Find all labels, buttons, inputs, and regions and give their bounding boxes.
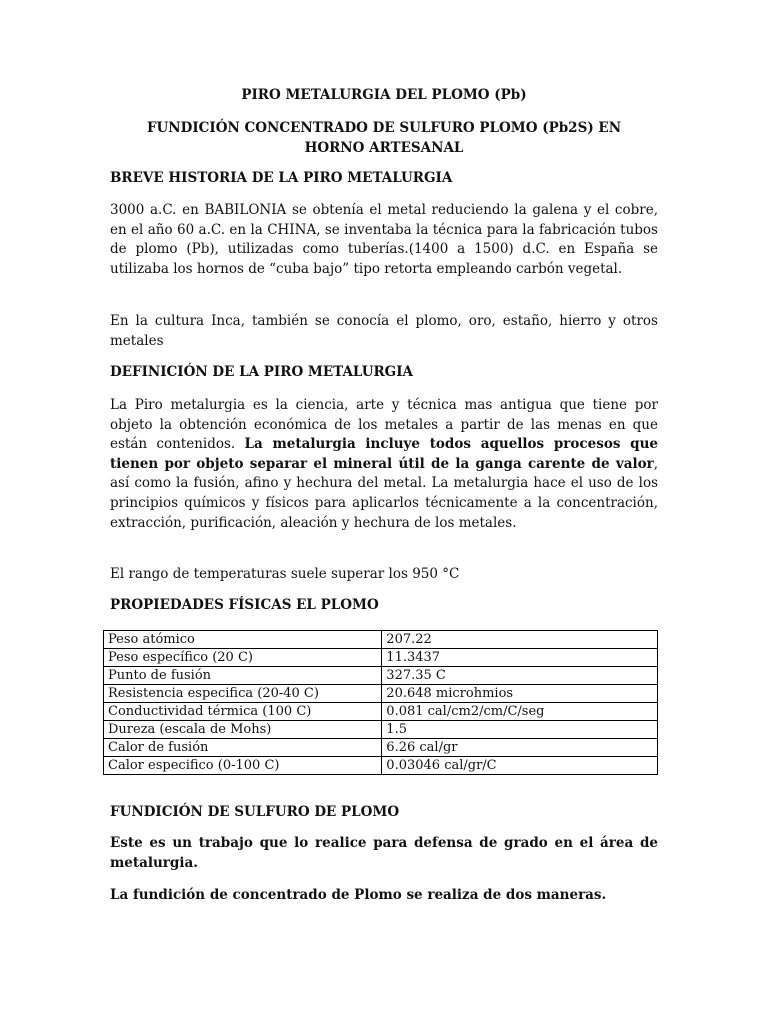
document-subtitle-line-2: HORNO ARTESANAL [304, 140, 464, 156]
property-cell: Resistencia especifica (20-40 C) [104, 685, 382, 703]
definition-text-end: , así como la fusión, afino y hechura del metal. La metalurgia hace el uso de los principios químicos y físicos para aplicarlos técnicamente a la concentración, extracción, purificación, aleación y hechura de los metales. [110, 455, 658, 531]
value-cell: 207.22 [382, 631, 658, 649]
table-row [104, 649, 658, 667]
table-row [104, 721, 658, 739]
property-cell: Calor especifico (0-100 C) [104, 757, 382, 775]
history-heading: BREVE HISTORIA DE LA PIRO METALURGIA [110, 170, 453, 186]
history-paragraph-1: 3000 a.C. en BABILONIA se obtenía el metal reduciendo la galena y el cobre, en el año 60 a.C. en la CHINA, se inventaba la técnica para la fabricación tubos de plomo (Pb), utilizadas como tuberías.(1400 a 1500) d.C. en España se utilizaba los hornos de “cuba bajo” tipo retorta empleando carbón vegetal. [110, 202, 658, 277]
document-title: PIRO METALURGIA DEL PLOMO (Pb) [241, 87, 527, 103]
table-row [104, 703, 658, 721]
table-row [104, 631, 658, 649]
definition-paragraph [110, 396, 658, 533]
fundicion-heading: FUNDICIÓN DE SULFURO DE PLOMO [110, 804, 400, 820]
table-row [104, 739, 658, 757]
property-cell: Peso específico (20 C) [104, 649, 382, 667]
fundicion-paragraph-1: Este es un trabajo que lo realice para defensa de grado en el área de metalurgia. [110, 835, 658, 871]
value-cell: 6.26 cal/gr [382, 739, 658, 757]
value-cell: 327.35 C [382, 667, 658, 685]
document-subtitle-line-1: FUNDICIÓN CONCENTRADO DE SULFURO PLOMO (Pb2S) EN [146, 120, 622, 136]
history-paragraph-2: En la cultura Inca, también se conocía el plomo, oro, estaño, hierro y otros metales [110, 313, 658, 349]
value-cell: 20.648 microhmios [382, 685, 658, 703]
fundicion-paragraph-2: La fundición de concentrado de Plomo se realiza de dos maneras. [110, 887, 607, 903]
value-cell: 0.03046 cal/gr/C [382, 757, 658, 775]
property-cell: Calor de fusión [104, 739, 382, 757]
properties-heading: PROPIEDADES FÍSICAS EL PLOMO [110, 597, 379, 613]
temperature-note: El rango de temperaturas suele superar los 950 °C [110, 566, 460, 582]
value-cell: 0.081 cal/cm2/cm/C/seg [382, 703, 658, 721]
value-cell: 11.3437 [382, 649, 658, 667]
table-row [104, 757, 658, 775]
table-row [104, 685, 658, 703]
property-cell: Punto de fusión [104, 667, 382, 685]
definition-heading: DEFINICIÓN DE LA PIRO METALURGIA [110, 364, 413, 380]
table-row [104, 667, 658, 685]
definition-text-start: La Piro metalurgia es la ciencia, arte y técnica mas antigua que tiene por objeto la obtención económica de los metales a partir de las menas en que están contenidos. [110, 397, 658, 453]
property-cell: Conductividad térmica (100 C) [104, 703, 382, 721]
value-cell: 1.5 [382, 721, 658, 739]
property-cell: Peso atómico [104, 631, 382, 649]
property-cell: Dureza (escala de Mohs) [104, 721, 382, 739]
definition-text-bold: La metalurgia incluye todos aquellos procesos que tienen por objeto separar el mineral útil de la ganga carente de valor [110, 436, 659, 472]
properties-table [103, 630, 658, 775]
